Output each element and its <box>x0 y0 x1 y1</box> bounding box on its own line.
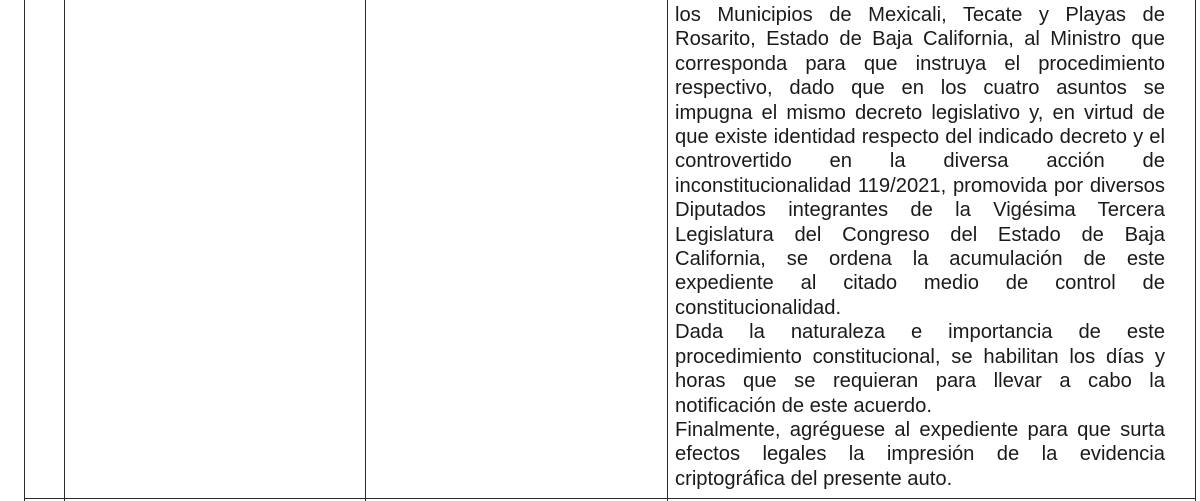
table-column-divider-1 <box>64 0 65 501</box>
paragraph-acumulacion: los Municipios de Mexicali, Tecate y Playas de Rosarito, Estado de Baja California, al Ministro que corresponda para que instruya el procedimiento respectivo, dado que en los cuatro asuntos se impugna el mismo decreto legislativo y, en virtud de que existe identidad respecto del indicado decreto y el controvertido en la diversa acción de inconstitucionalidad 119/2021, promovida por diversos Diputados integrantes de la Vigésima Tercera Legislatura del Congreso del Estado de Baja California, se ordena la acumulación de este expediente al citado medio de control de constitucionalidad. <box>675 4 1165 319</box>
table-column-divider-3 <box>667 0 668 501</box>
paragraph-habilitacion: Dada la naturaleza e importancia de este procedimiento constitucional, se habilitan los días y horas que se requieran para llevar a cabo la notificación de este acuerdo. <box>675 321 1165 417</box>
table-border-right <box>1195 0 1196 501</box>
table-cell-text <box>675 3 1165 491</box>
table-column-divider-2 <box>365 0 366 501</box>
table-border-left <box>24 0 25 501</box>
paragraph-evidencia: Finalmente, agréguese al expediente para que surta efectos legales la impresión de la evidencia criptográfica del presente auto. <box>675 418 1165 490</box>
table-bottom-border <box>24 498 1196 499</box>
